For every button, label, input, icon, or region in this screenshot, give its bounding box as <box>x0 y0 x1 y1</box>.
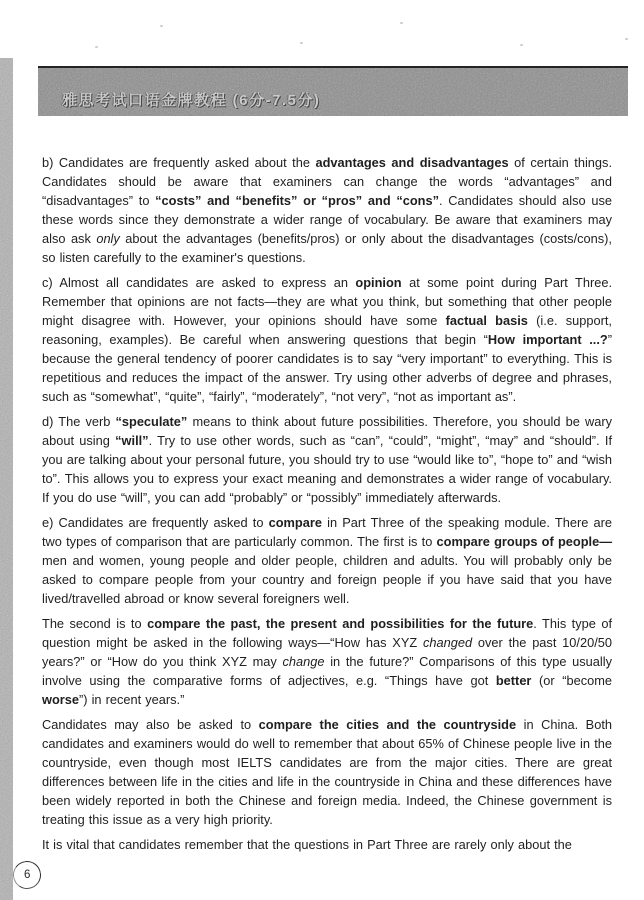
paragraph-segment: change <box>282 654 325 669</box>
scan-speck <box>625 38 628 40</box>
paragraph-segment: of certain things. Candidates should be aware that examiners can change the words “advantages” and “disadvantages” to <box>42 155 612 208</box>
paragraph-segment: (or “become <box>531 673 612 688</box>
paragraph-segment: Candidates may also be asked to <box>42 717 259 732</box>
scan-speck <box>160 25 163 27</box>
page-number: 6 <box>23 869 31 881</box>
paragraph-segment: over the past 10/20/50 years?” or “How do you think XYZ may <box>42 635 612 669</box>
paragraph-segment: compare groups of people— <box>436 534 612 549</box>
page-number-badge <box>11 859 43 891</box>
binding-grain-texture <box>0 58 13 900</box>
paragraph-segment: . Try to use other words, such as “can”, “could”, “might”, “may” and “should”. If you are talking about your personal future, you should try to use “would like to”, “hope to” and “wish to”. This allows you to express your exact meaning and demonstrates a wider range of vocabulary. If you do use “will”, you can add “probably” or “possibly” immediately afterwards. <box>42 433 613 505</box>
paragraph-segment: compare the past, the present and possibilities for the future <box>147 616 534 631</box>
paragraph-segment: “costs” and “benefits” or “pros” and “cons” <box>155 193 440 208</box>
paragraph-segment: . Candidates should also use these words since they demonstrate a wider range of vocabulary. Be aware that examiners may also ask <box>42 193 612 246</box>
paragraph-segment: (i.e. support, reasoning, examples). Be careful when answering questions that begin “ <box>42 313 612 347</box>
paragraph-segment: only <box>96 231 120 246</box>
paragraph-segment: d) The verb <box>42 414 116 429</box>
paragraph-segment: men and women, young people and older people, children and adults. You will probably only be asked to compare people from your country and foreign people if you have said that you have lived/travelled abroad or know several foreigners well. <box>42 553 612 606</box>
paragraph <box>42 835 612 854</box>
paragraph-segment: e) Candidates are frequently asked to <box>42 515 269 530</box>
paragraph <box>42 412 612 507</box>
paragraph <box>42 614 612 709</box>
scan-speck <box>95 46 98 48</box>
paragraph-segment: . This type of question might be asked in the following ways—“How has XYZ <box>42 616 613 650</box>
banner-title: 雅思考试口语金牌教程 (6分-7.5分) <box>62 92 321 109</box>
paragraph-segment: The second is to <box>42 616 148 631</box>
paragraph-segment: factual basis <box>445 313 528 328</box>
paragraph-segment: advantages and disadvantages <box>315 155 509 170</box>
header-banner <box>38 66 628 116</box>
paragraph-segment: ”) in recent years.” <box>79 692 185 707</box>
scan-speck <box>400 22 403 24</box>
paragraph <box>42 513 612 608</box>
book-binding-edge <box>0 58 13 900</box>
paragraph-segment: means to think about future possibilities. Therefore, you should be wary about using <box>42 414 612 448</box>
paragraph-segment: ” because the general tendency of poorer candidates is to say “very important” to everything. This is repetitious and reduces the impact of the answer. Try using other adverbs of degree and phrases, such as “somewhat”, “quite”, “fairly”, “moderately”, “not very”, “not as important as”. <box>42 332 612 404</box>
paragraph-segment: compare the cities and the countryside <box>258 717 517 732</box>
page-content <box>42 153 612 860</box>
paragraph-segment: opinion <box>355 275 402 290</box>
paragraph-segment: How important ...? <box>487 332 608 347</box>
paragraph-segment: b) Candidates are frequently asked about the <box>42 155 316 170</box>
paragraph <box>42 153 612 267</box>
scan-speck <box>300 42 303 44</box>
paragraph-segment: “speculate” <box>115 414 188 429</box>
paragraph-segment: “will” <box>115 433 149 448</box>
paragraph-segment: changed <box>422 635 473 650</box>
paragraph-segment: better <box>495 673 532 688</box>
paragraph <box>42 273 612 406</box>
paragraph-segment: in Part Three of the speaking module. There are two types of comparison that are particularly common. The first is to <box>42 515 612 549</box>
paragraph-segment: in China. Both candidates and examiners would do well to remember that about 65% of Chinese people live in the countryside, even though most IELTS candidates are from the major cities. There are great differences between life in the cities and life in the countryside in China and these differences have been widely reported in both the Chinese and foreign media. Indeed, the Chinese government is treating this issue as a very high priority. <box>42 717 612 827</box>
paragraph-segment: c) Almost all candidates are asked to express an <box>42 275 356 290</box>
paragraph-segment: at some point during Part Three. Remember that opinions are not facts—they are what you think, but something that other people might disagree with. However, your opinions should have some <box>42 275 612 328</box>
scan-speck <box>520 44 523 46</box>
paragraph <box>42 715 612 829</box>
paragraph-segment: about the advantages (benefits/pros) or only about the disadvantages (costs/cons), so listen carefully to the examiner's questions. <box>42 231 612 265</box>
paragraph-segment: in the future?” Comparisons of this type usually involve using the comparative forms of adjectives, e.g. “Things have got <box>42 654 612 688</box>
paragraph-segment: compare <box>268 515 322 530</box>
paragraph-segment: It is vital that candidates remember that the questions in Part Three are rarely only about the <box>42 837 572 852</box>
paragraph-segment: worse <box>42 692 79 707</box>
